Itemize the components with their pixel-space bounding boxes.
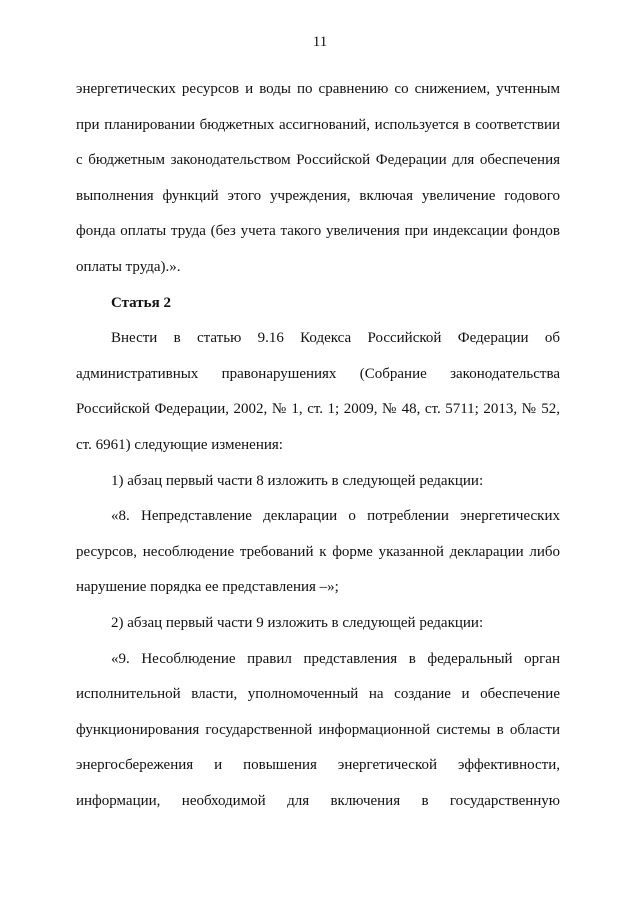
paragraph-amendment-intro: Внести в статью 9.16 Кодекса Российской Федерации об административных правонарушениях (Собрание законодательства Российской Федерации, 2002, № 1, ст. 1; 2009, № 48, ст. 5711; 2013, № 52, ст. 6961) следующие изменения: [76,330,560,453]
paragraph-quote-9: «9. Несоблюдение правил представления в федеральный орган исполнительной власти, уполномоченный на создание и обеспечение функционирования государственной информационной системы в области энергосбережения и повышения энергетической эффективности, информации, необходимой для включения в государственную [76,650,560,809]
page-number: 11 [312,34,328,50]
paragraph-item-1: 1) абзац первый части 8 изложить в следующей редакции: [111,472,484,489]
paragraph-quote-8: «8. Непредставление декларации о потреблении энергетических ресурсов, несоблюдение требований к форме указанной декларации либо нарушение порядка ее представления –»; [76,508,560,596]
document-body [76,72,560,819]
paragraph-continuation: энергетических ресурсов и воды по сравнению со снижением, учтенным при планировании бюджетных ассигнований, используется в соответствии с бюджетным законодательством Российской Федерации для обеспечения выполнения функций этого учреждения, включая увеличение годового фонда оплаты труда (без учета такого увеличения при индексации фондов оплаты труда).». [76,81,560,275]
article-heading: Статья 2 [111,294,171,311]
paragraph-item-2: 2) абзац первый части 9 изложить в следующей редакции: [111,614,484,631]
